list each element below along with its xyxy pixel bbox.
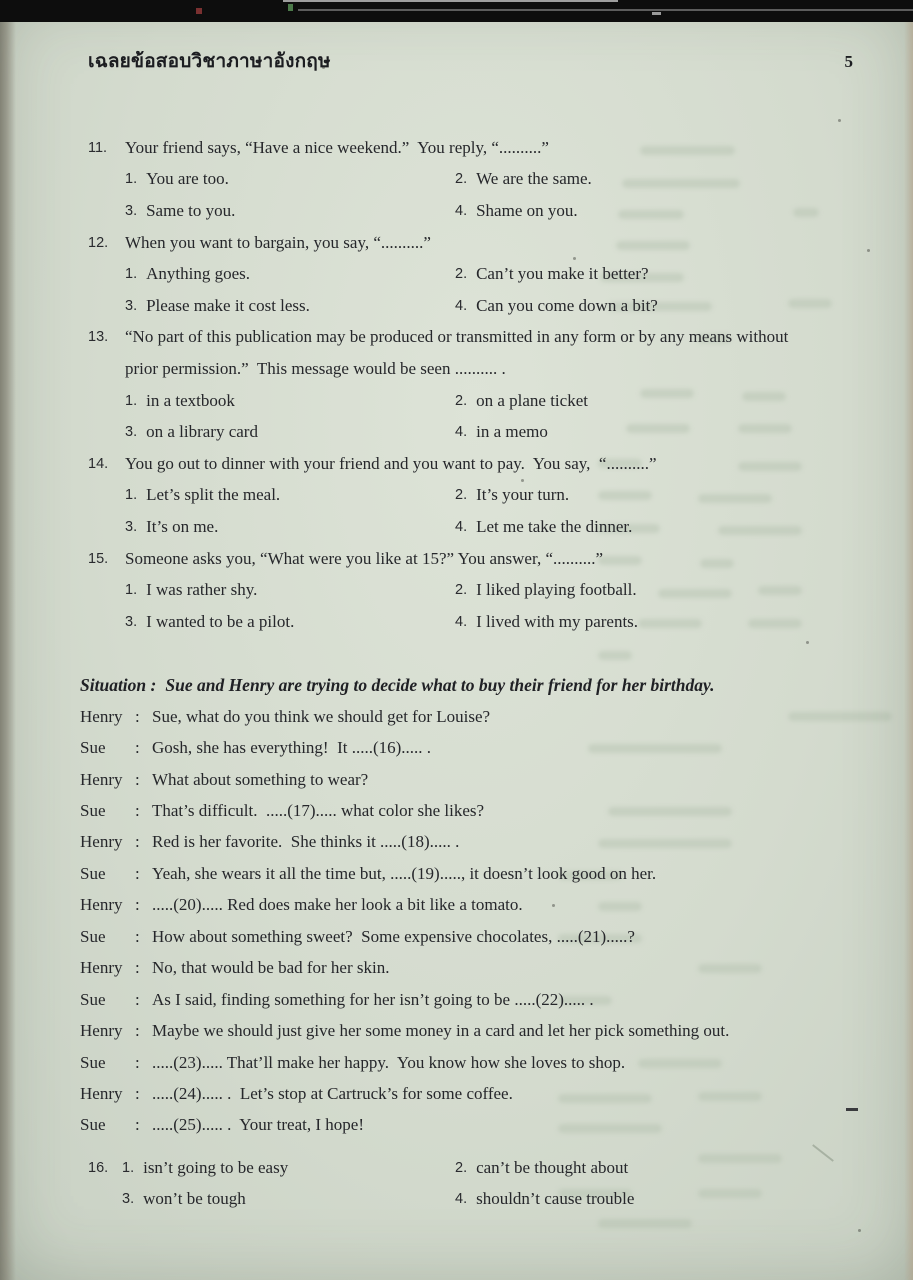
page-right-edge [904,22,913,1280]
page-header [88,46,853,76]
question-number: 12. [88,234,109,251]
question-13 [88,322,878,448]
question-15 [88,543,878,638]
option: 2. I liked playing football. [455,580,637,600]
dialogue-row: Henry : .....(20)..... Red does make her look a bit like a tomato. [80,895,523,915]
dialogue-row: Henry : What about something to wear? [80,769,369,789]
option: 3. on a library card [125,422,258,442]
scan-edge-line [298,9,913,11]
question-stem: “No part of this publication may be produced or transmitted in any form or by any means without [125,327,789,347]
option: 4. Shame on you. [455,200,578,220]
dialogue-row: Henry : Maybe we should just give her some money in a card and let her pick something out. [80,1021,730,1041]
option: 2. Can’t you make it better? [455,264,649,284]
option: 1. Anything goes. [125,264,250,284]
situation-label: Situation : [80,674,157,695]
option: 4. I lived with my parents. [455,611,639,631]
question-stem: Your friend says, “Have a nice weekend.” You reply, “..........” [125,137,549,157]
question-stem: You go out to dinner with your friend and you want to pay. You say, “..........” [125,453,657,473]
scan-speck [288,4,293,11]
scan-speck [196,8,202,14]
page-number: 5 [844,52,853,71]
question-number: 13. [88,329,109,346]
dialogue-row: Sue : How about something sweet? Some expensive chocolates, .....(21).....? [80,926,635,946]
option: 2. can’t be thought about [455,1157,629,1177]
question-14 [88,448,878,543]
option: 4. Let me take the dinner. [455,516,633,536]
question-stem-continued: prior permission.” This message would be seen .......... . [125,358,506,378]
dialogue-row: Henry : Sue, what do you think we should get for Louise? [80,706,491,726]
dialogue-row: Sue : That’s difficult. .....(17)..... what color she likes? [80,801,485,821]
option: 3. I wanted to be a pilot. [125,611,295,631]
option: 2. We are the same. [455,169,592,189]
question-16 [88,1152,878,1215]
option: 2. It’s your turn. [455,485,570,505]
option: 1. in a textbook [125,390,235,410]
question-number: 16. [88,1159,109,1176]
option: 3. Please make it cost less. [125,295,310,315]
dialogue-row: Henry : .....(24)..... . Let’s stop at Cartruck’s for some coffee. [80,1083,513,1103]
scan-edge-highlight [283,0,618,2]
question-stem: Someone asks you, “What were you like at 15?” You answer, “..........” [125,548,604,568]
option: 2. on a plane ticket [455,390,588,410]
page-title: เฉลยข้อสอบวิชาภาษาอังกฤษ [88,51,331,72]
option: 4. shouldn’t cause trouble [455,1189,635,1209]
dialogue-row: Sue : Yeah, she wears it all the time but, .....(19)....., it doesn’t look good on her. [80,863,657,883]
question-11 [88,132,878,227]
option: 4. in a memo [455,422,548,442]
dialogue-row: Sue : .....(23)..... That’ll make her happy. You know how she loves to shop. [80,1052,626,1072]
questions-section [88,132,878,638]
option: 3. won’t be tough [122,1189,246,1209]
scan-speck [838,119,841,122]
dialogue-section [80,701,885,1141]
question-number: 15. [88,550,109,567]
option: 1. I was rather shy. [125,580,258,600]
situation-heading [80,669,880,701]
option: 1. isn’t going to be easy [122,1157,289,1177]
dialogue-row: Henry : Red is her favorite. She thinks it .....(18)..... . [80,832,460,852]
situation-text: Sue and Henry are trying to decide what to buy their friend for her birthday. [165,674,715,695]
option: 4. Can you come down a bit? [455,295,658,315]
question-number: 11. [88,139,108,156]
option: 1. Let’s split the meal. [125,485,281,505]
dialogue-row: Sue : Gosh, she has everything! It .....(16)..... . [80,738,432,758]
book-spine-shadow [0,22,16,1280]
option: 3. Same to you. [125,200,236,220]
dialogue-row: Sue : .....(25)..... . Your treat, I hope! [80,1115,364,1135]
scan-speck [806,641,809,644]
scan-top-edge [0,0,913,22]
scan-speck [652,12,661,15]
option: 3. It’s on me. [125,516,219,536]
question-12 [88,227,878,322]
dialogue-row: Sue : As I said, finding something for her isn’t going to be .....(22)..... . [80,989,594,1009]
question-number: 14. [88,455,109,472]
question-stem: When you want to bargain, you say, “..........” [125,232,431,252]
option: 1. You are too. [125,169,229,189]
scan-speck [858,1229,861,1232]
dialogue-row: Henry : No, that would be bad for her skin. [80,958,390,978]
